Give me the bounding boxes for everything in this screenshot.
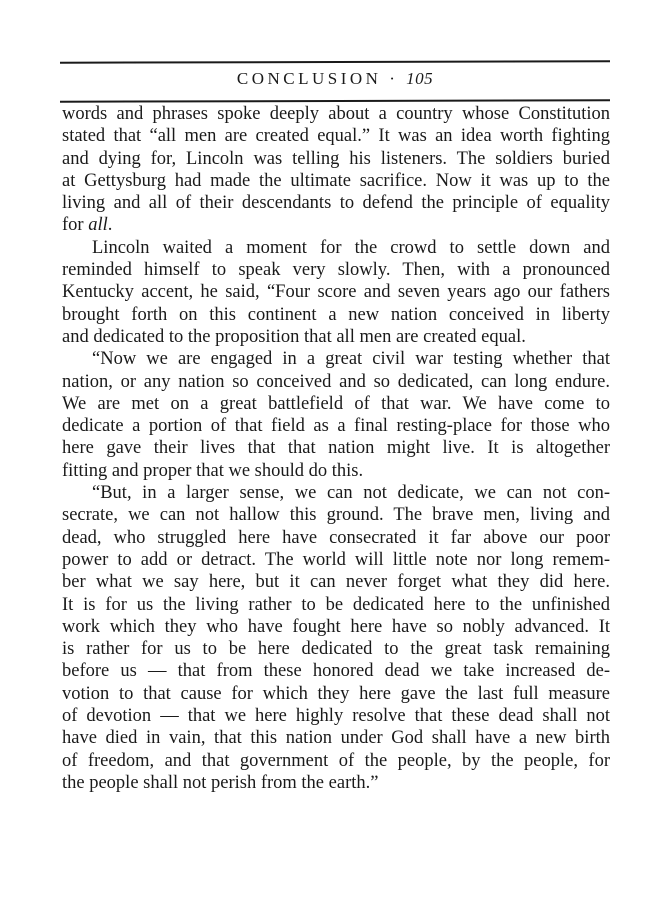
text-line: is rather for us to be here dedicated to the great task remaining bbox=[62, 639, 610, 660]
text-line: of devotion — that we here highly resolve that these dead shall not bbox=[62, 706, 610, 727]
text-line: here gave their lives that that nation might live. It is altogether bbox=[62, 438, 610, 459]
paragraph-2 bbox=[62, 237, 610, 348]
section-title: CONCLUSION bbox=[236, 69, 382, 88]
text-line: and dedicated to the proposition that all men are created equal. bbox=[62, 326, 526, 347]
text-line: “But, in a larger sense, we can not dedicate, we can not con- bbox=[92, 483, 610, 504]
text-line: dead, who struggled here have consecrated it far above our poor bbox=[62, 527, 610, 548]
header-separator: · bbox=[389, 69, 399, 88]
page-number: 105 bbox=[406, 69, 434, 88]
text-line: have died in vain, that this nation under God shall have a new birth bbox=[62, 728, 610, 749]
text-line: brought forth on this continent a new nation conceived in liberty bbox=[62, 304, 610, 325]
text-line: the people shall not perish from the earth.” bbox=[62, 772, 379, 793]
text-line: votion to that cause for which they here gave the last full measure bbox=[62, 683, 610, 704]
text-line: stated that “all men are created equal.” It was an idea worth fighting bbox=[62, 126, 610, 147]
text-line: “Now we are engaged in a great civil war testing whether that bbox=[92, 349, 610, 370]
text-line: at Gettysburg had made the ultimate sacrifice. Now it was up to the bbox=[62, 170, 610, 191]
text-line: and dying for, Lincoln was telling his listeners. The soldiers buried bbox=[62, 148, 610, 169]
text-line: dedicate a portion of that field as a final resting-place for those who bbox=[62, 416, 610, 437]
body-text bbox=[62, 103, 610, 794]
text-line: living and all of their descendants to defend the principle of equality bbox=[62, 193, 610, 214]
text-line: fitting and proper that we should do this. bbox=[62, 460, 364, 481]
text-fragment: for bbox=[62, 215, 89, 236]
running-head bbox=[60, 69, 610, 89]
text-line: reminded himself to speak very slowly. Then, with a pronounced bbox=[62, 260, 610, 281]
header-rule-top bbox=[60, 60, 610, 63]
text-fragment: . bbox=[107, 215, 113, 236]
paragraph-1 bbox=[62, 103, 610, 237]
text-line: words and phrases spoke deeply about a country whose Constitution bbox=[62, 104, 610, 124]
text-line: power to add or detract. The world will little note nor long remem- bbox=[62, 549, 610, 570]
text-line: It is for us the living rather to be dedicated here to the unfinished bbox=[62, 594, 610, 615]
text-line: Kentucky accent, he said, “Four score and seven years ago our fathers bbox=[62, 282, 610, 303]
paragraph-3 bbox=[62, 348, 610, 482]
text-line: nation, or any nation so conceived and so dedicated, can long endure. bbox=[62, 371, 610, 392]
text-line: We are met on a great battlefield of that war. We have come to bbox=[62, 393, 610, 414]
paragraph-4 bbox=[62, 482, 610, 794]
text-line: of freedom, and that government of the people, by the people, for bbox=[62, 750, 610, 771]
text-line: secrate, we can not hallow this ground. The brave men, living and bbox=[62, 505, 610, 526]
text-line: ber what we say here, but it can never forget what they did here. bbox=[62, 572, 610, 593]
text-line bbox=[62, 214, 610, 236]
italic-emphasis: all bbox=[88, 215, 108, 236]
text-line: work which they who have fought here have so nobly advanced. It bbox=[62, 616, 610, 637]
text-line: Lincoln waited a moment for the crowd to settle down and bbox=[92, 237, 610, 258]
text-line: before us — that from these honored dead we take increased de- bbox=[62, 661, 610, 682]
